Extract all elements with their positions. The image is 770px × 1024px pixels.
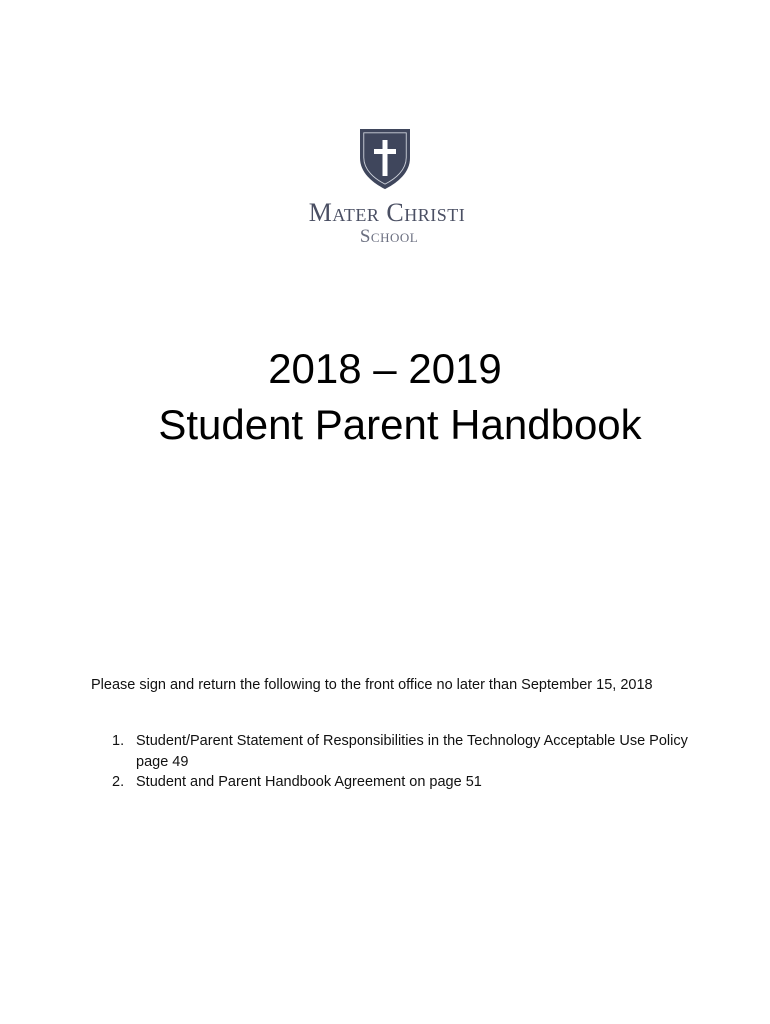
- handbook-title: Student Parent Handbook: [158, 401, 642, 448]
- list-item-text: Student/Parent Statement of Responsibilities in the Technology Acceptable Use Policy page 49: [136, 733, 688, 770]
- school-logo: [0, 128, 770, 247]
- logo-school-name: Mater Christi: [308, 198, 466, 227]
- list-item-number: 1.: [112, 733, 125, 749]
- return-instruction: Please sign and return the following to the front office no later than September 15, 2018: [91, 677, 653, 693]
- required-forms-list: [91, 731, 711, 793]
- list-item-number: 2.: [112, 774, 125, 790]
- school-year-title: 2018 – 2019: [268, 345, 502, 392]
- logo-school-word: School: [359, 226, 419, 247]
- list-item-text: Student and Parent Handbook Agreement on page 51: [136, 774, 482, 790]
- list-item: [91, 772, 711, 793]
- shield-cross-icon: [359, 128, 411, 190]
- list-item: [91, 731, 711, 772]
